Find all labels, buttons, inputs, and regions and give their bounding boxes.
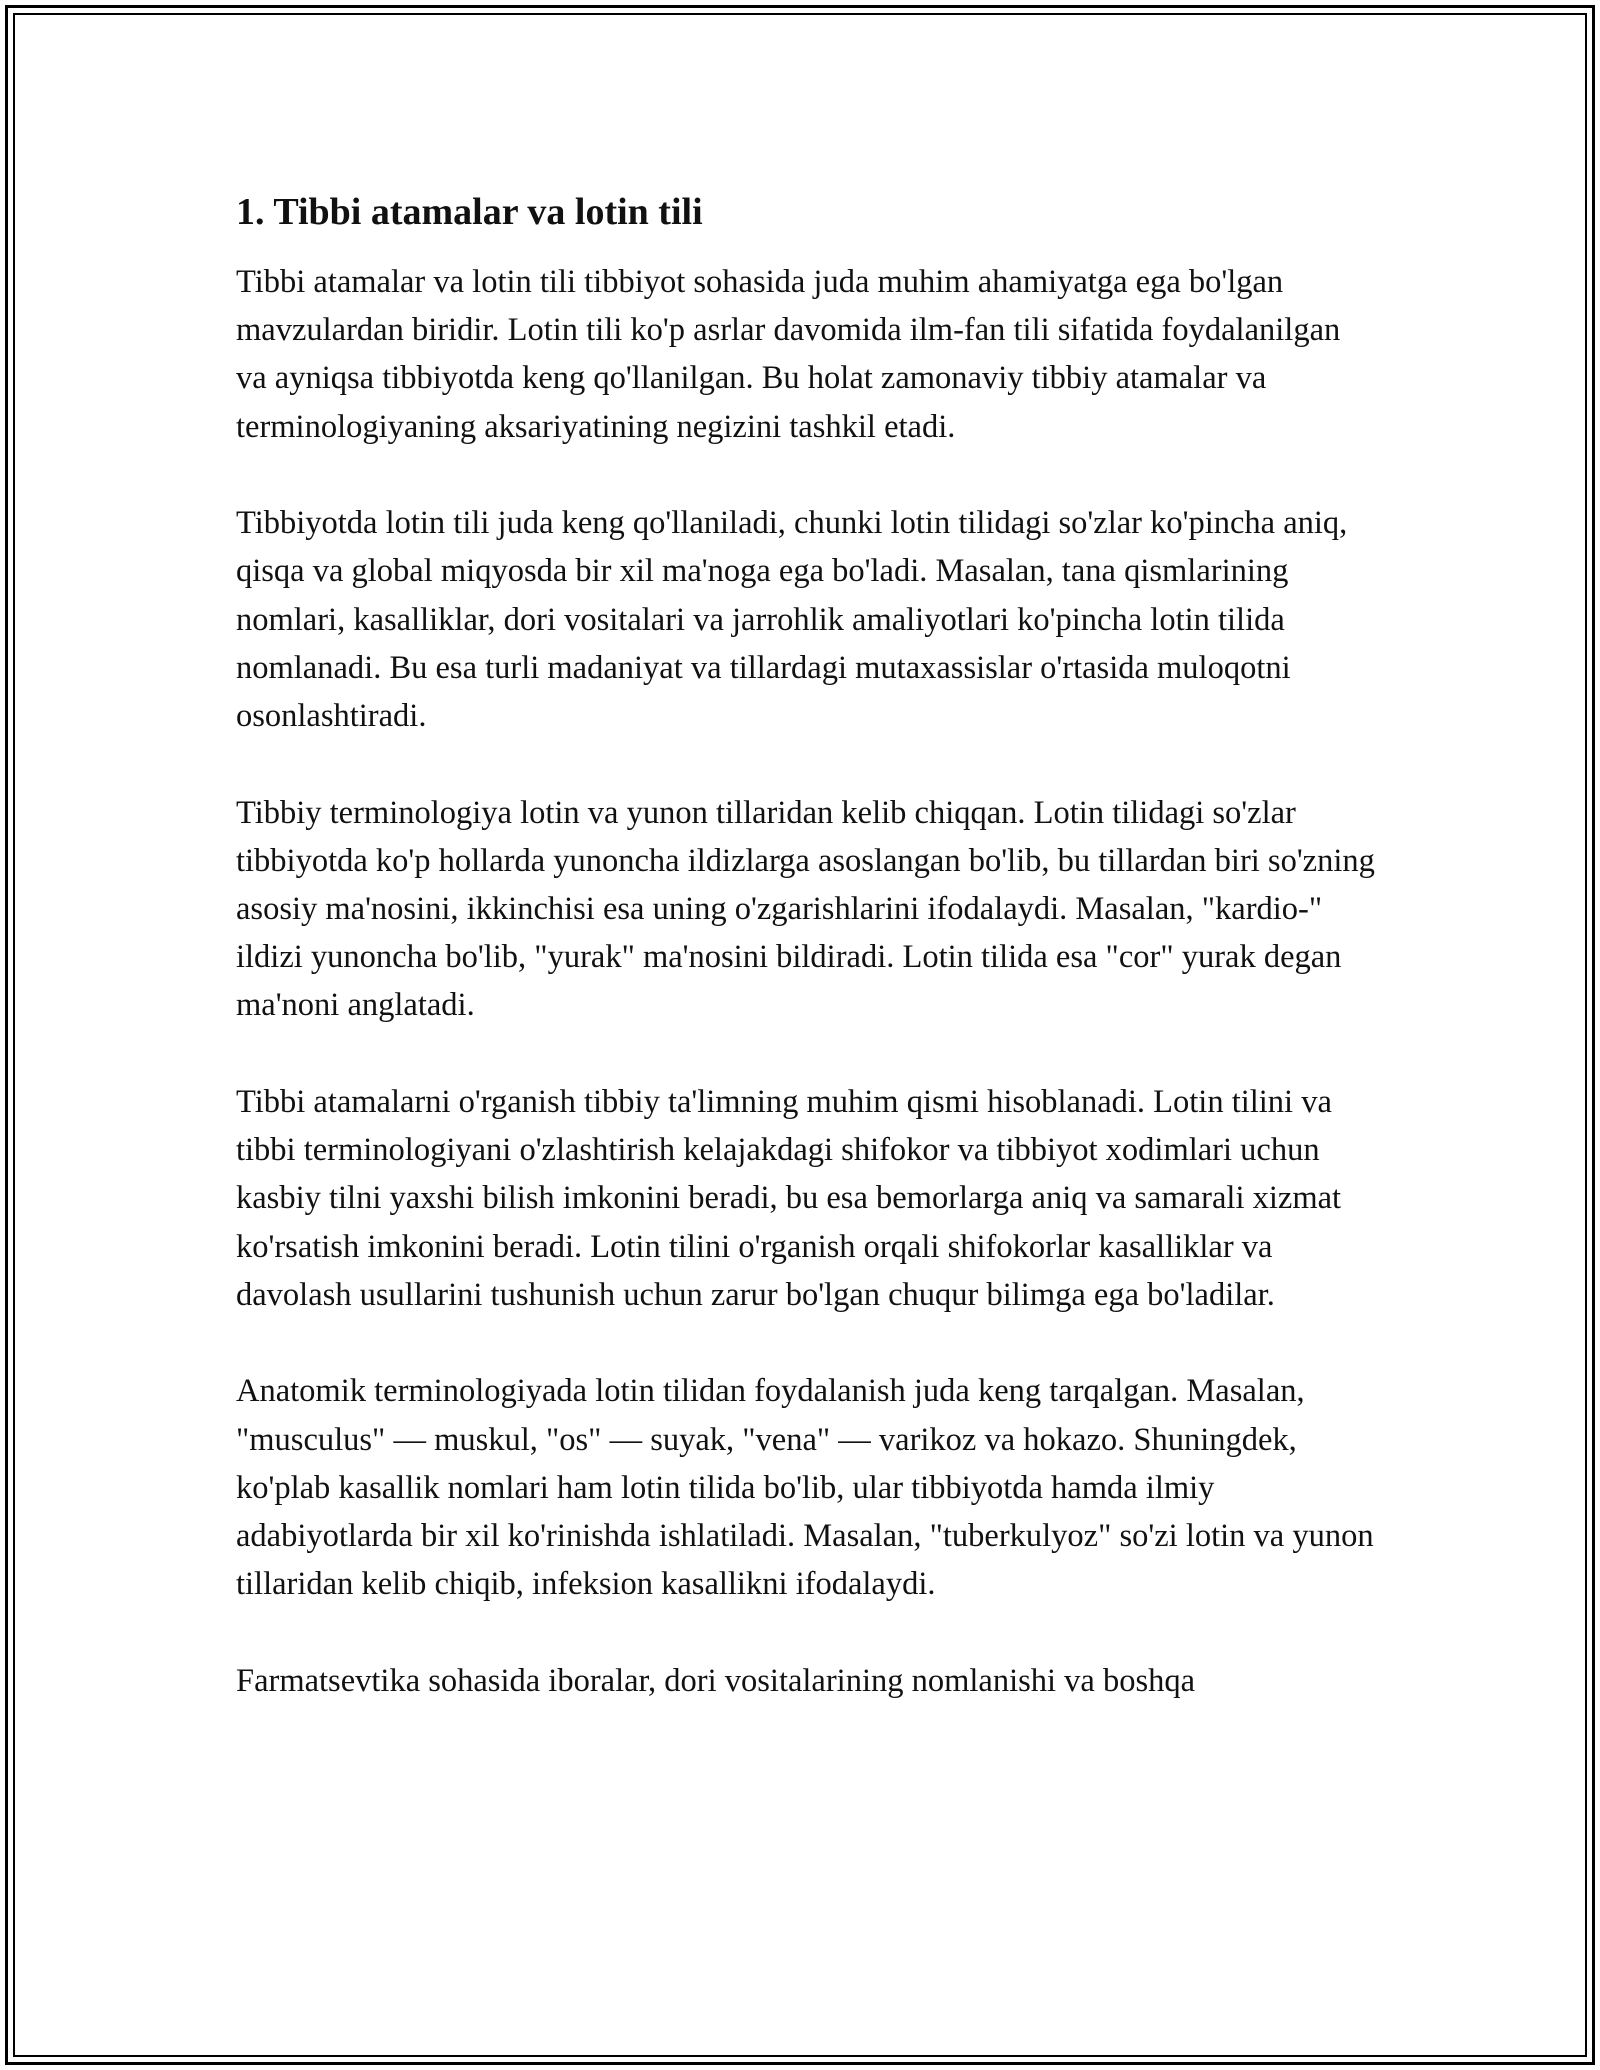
paragraph-education: Tibbi atamalarni o'rganish tibbiy ta'limning muhim qismi hisoblanadi. Lotin tilini va tibbi terminologiyani o'zlashtirish kelajakdagi shifokor va tibbiyot xodimlari uchun kasbiy tilni yaxshi bilish imkonini beradi, bu esa bemorlarga aniq va samarali xizmat ko'rsatish imkonini beradi. Lotin tilini o'rganish orqali shifokorlar kasalliklar va davolash usullarini tushunish uchun zarur bo'lgan chuqur bilimga ega bo'ladilar. <box>236 1084 1342 1313</box>
paragraph-origins: Tibbiy terminologiya lotin va yunon tillaridan kelib chiqqan. Lotin tilidagi so'zlar tibbiyotda ko'p hollarda yunoncha ildizlarga asoslangan bo'lib, bu tillardan biri so'zning asosiy ma'nosini, ikkinchisi esa uning o'zgarishlarini ifodalaydi. Masalan, "kardio-" ildizi yunoncha bo'lib, "yurak" ma'nosini bildiradi. Lotin tilida esa "cor" yurak degan ma'noni anglatadi. <box>236 794 1375 1024</box>
paragraph-usage: Tibbiyotda lotin tili juda keng qo'llaniladi, chunki lotin tilidagi so'zlar ko'pincha aniq, qisqa va global miqyosda bir xil ma'noga ega bo'ladi. Masalan, tana qismlarining nomlari, kasalliklar, dori vositalari va jarrohlik amaliyotlari ko'pincha lotin tilida nomlanadi. Bu esa turli madaniyat va tillardagi mutaxassislar o'rtasida muloqotni osonlashtiradi. <box>236 505 1348 735</box>
paragraph-pharmacy: Farmatsevtika sohasida iboralar, dori vositalarining nomlanishi va boshqa <box>236 1662 1196 1699</box>
paragraph-intro: Tibbi atamalar va lotin tili tibbiyot sohasida juda muhim ahamiyatga ega bo'lgan mavzulardan biridir. Lotin tili ko'p asrlar davomida ilm-fan tili sifatida foydalanilgan va ayniqsa tibbiyotda keng qo'llanilgan. Bu holat zamonaviy tibbiy atamalar va terminologiyaning aksariyatining negizini tashkil etadi. <box>236 264 1341 445</box>
paragraph-anatomy: Anatomik terminologiyada lotin tilidan foydalanish juda keng tarqalgan. Masalan, "musculus" — muskul, "os" — suyak, "vena" — varikoz va hokazo. Shuningdek, ko'plab kasallik nomlari ham lotin tilida bo'lib, ular tibbiyotda hamda ilmiy adabiyotlarda bir xil ko'rinishda ishlatiladi. Masalan, "tuberkulyoz" so'zi lotin va yunon tillaridan kelib chiqib, infeksion kasallikni ifodalaydi. <box>236 1373 1374 1603</box>
document-content <box>236 186 1376 1753</box>
section-heading: 1. Tibbi atamalar va lotin tili <box>236 191 703 233</box>
